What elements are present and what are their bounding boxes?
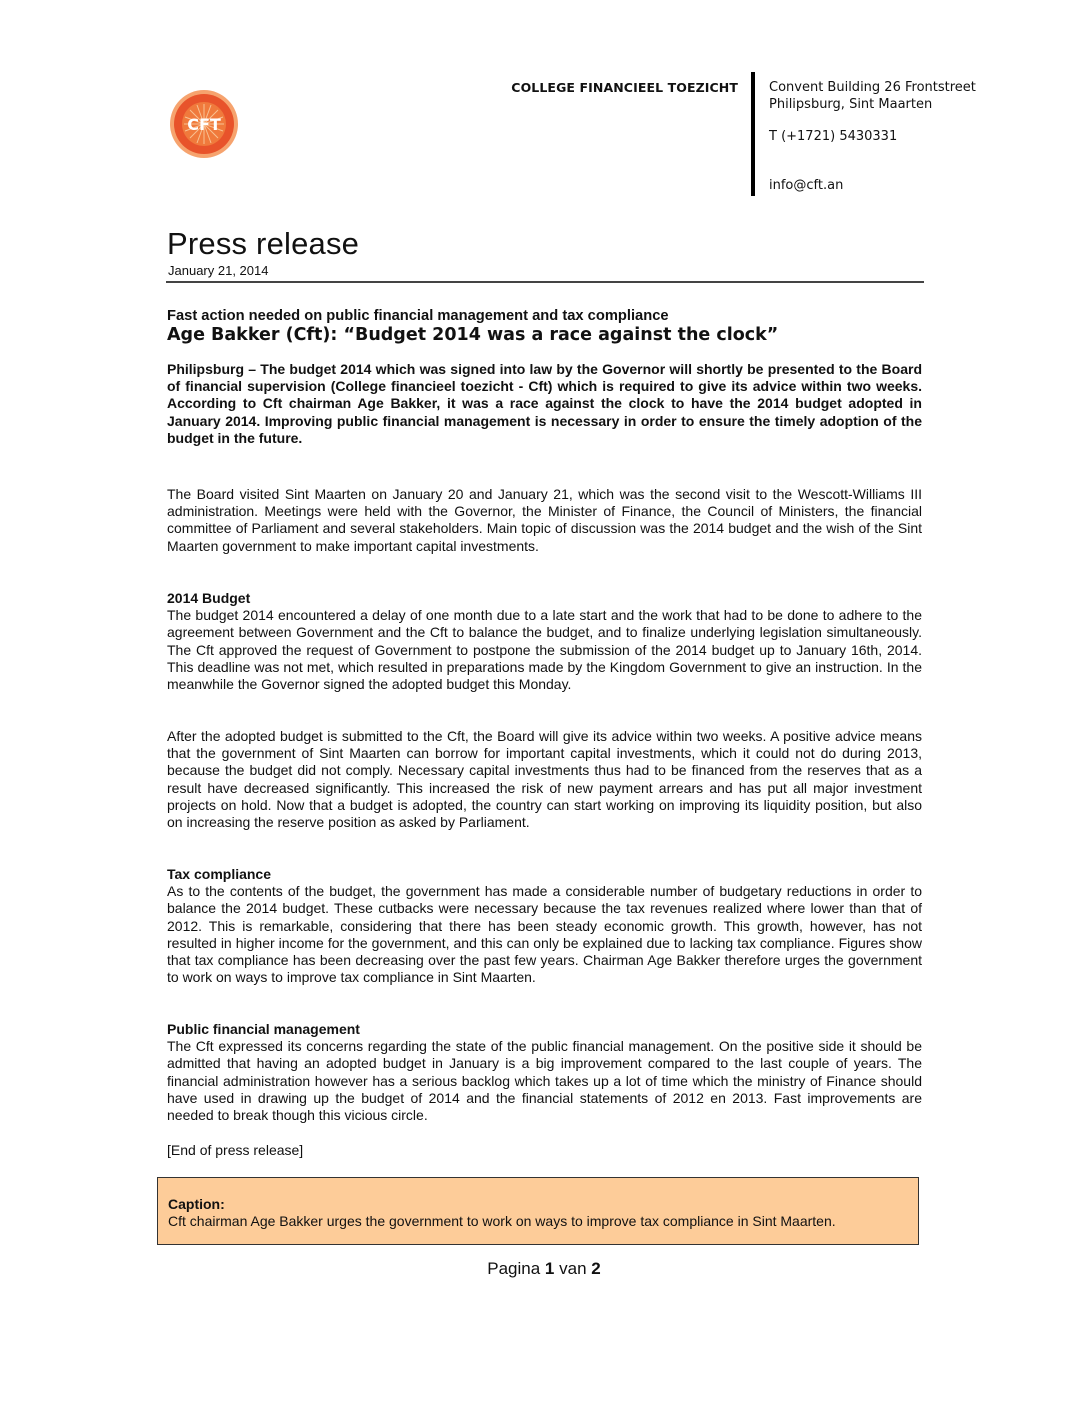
- caption-title: Caption:: [168, 1196, 225, 1212]
- address-line-1: Convent Building 26 Frontstreet: [769, 80, 976, 95]
- page-number: [0, 1259, 1088, 1279]
- lead-paragraph: Philipsburg – The budget 2014 which was signed into law by the Governor will shortly be presented to the Board of financial supervision (College financieel toezicht - Cft) which is required to give its advice within two weeks. According to Cft chairman Age Bakker, it was a race against the clock to have the 2014 budget adopted in January 2014. Improving public financial management is necessary in order to ensure the timely adoption of the budget in the future.: [167, 361, 922, 446]
- email-link[interactable]: info@cft.an: [769, 177, 844, 193]
- page-current: 1: [544, 1259, 555, 1278]
- phone-number: T (+1721) 5430331: [769, 129, 898, 144]
- section-paragraph: As to the contents of the budget, the government has made a considerable number of budgetary reductions in order to balance the 2014 budget. These cutbacks were necessary because the tax revenues realized where lower than that of 2012. This is remarkable, considering that there has been steady economic growth. This growth, however, has not resulted in higher income for the government, and this can only be explained due to lacking tax compliance. Figures show that tax compliance has been decreasing over the past few years. Chairman Age Bakker therefore urges the government to work on ways to improve tax compliance in Sint Maarten.: [167, 883, 922, 986]
- section-2014-budget: [167, 590, 922, 693]
- address-line-2: Philipsburg, Sint Maarten: [769, 96, 933, 112]
- subheading: Fast action needed on public financial management and tax compliance: [167, 307, 669, 324]
- logo-text: CFT: [187, 115, 221, 134]
- intro-paragraph: The Board visited Sint Maarten on January 20 and January 21, which was the second visit to the Wescott-Williams III administration. Meetings were held with the Governor, the Minister of Finance, the Council of Ministers, the financial committee of Parliament and several stakeholders. Main topic of discussion was the 2014 budget and the wish of the Sint Maarten government to make important capital investments.: [167, 486, 922, 554]
- section-heading: Tax compliance: [167, 866, 272, 882]
- section-2014-budget-continued: After the adopted budget is submitted to the Cft, the Board will give its advice within two weeks. A positive advice means that the government of Sint Maarten can borrow for important capital investments, which it could not do during 2013, because the budget did not comply. Necessary capital investments thus had to be financed from the reserves that as a result have decreased significantly. This increased the risk of new payment arrears and has put all major investment projects on hold. Now that a budget is adopted, the country can start working on improving its liquidity position, but also on increasing the reserve position as asked by Parliament.: [167, 728, 922, 831]
- release-date: January 21, 2014: [168, 263, 269, 278]
- page-total: 2: [591, 1259, 601, 1278]
- cft-logo-icon: [168, 88, 240, 160]
- organization-name: COLLEGE FINANCIEEL TOEZICHT: [511, 80, 738, 95]
- section-tax-compliance: [167, 866, 922, 986]
- section-heading: 2014 Budget: [167, 590, 251, 606]
- caption-box: [157, 1177, 919, 1245]
- section-heading: Public financial management: [167, 1021, 360, 1037]
- end-note: [End of press release]: [167, 1142, 304, 1158]
- section-paragraph: The budget 2014 encountered a delay of one month due to a late start and the work that had to be done to adhere to the agreement between Government and the Cft to balance the budget, and to finalize underlying legislation simultaneously. The Cft approved the request of Government to postpone the submission of the 2014 budget up to January 16th, 2014. This deadline was not met, which resulted in preparations made by the Kingdom Government to give an instruction. In the meanwhile the Governor signed the adopted budget this Monday.: [167, 607, 922, 693]
- of-word: van: [559, 1259, 587, 1278]
- title-rule: [166, 281, 924, 283]
- headline: Age Bakker (Cft): “Budget 2014 was a race against the clock”: [167, 325, 779, 345]
- page-title: Press release: [167, 226, 360, 261]
- address-block: [769, 80, 976, 194]
- section-paragraph: The Cft expressed its concerns regarding the state of the public financial management. On the positive side it should be admitted that having an adopted budget in January is a big improvement compared to the last couple of years. The financial administration however has a serious backlog which takes up a lot of time which the ministry of Finance should have used in drawing up the budget of 2014 and the financial statements of 2012 en 2013. Fast improvements are needed to break though this vicious circle.: [167, 1038, 922, 1124]
- section-public-financial-management: [167, 1021, 922, 1124]
- cft-logo: [168, 88, 240, 160]
- page-word: Pagina: [487, 1259, 541, 1278]
- caption-text: Cft chairman Age Bakker urges the government to work on ways to improve tax compliance in Sint Maarten.: [168, 1213, 836, 1229]
- header-divider: [751, 72, 755, 196]
